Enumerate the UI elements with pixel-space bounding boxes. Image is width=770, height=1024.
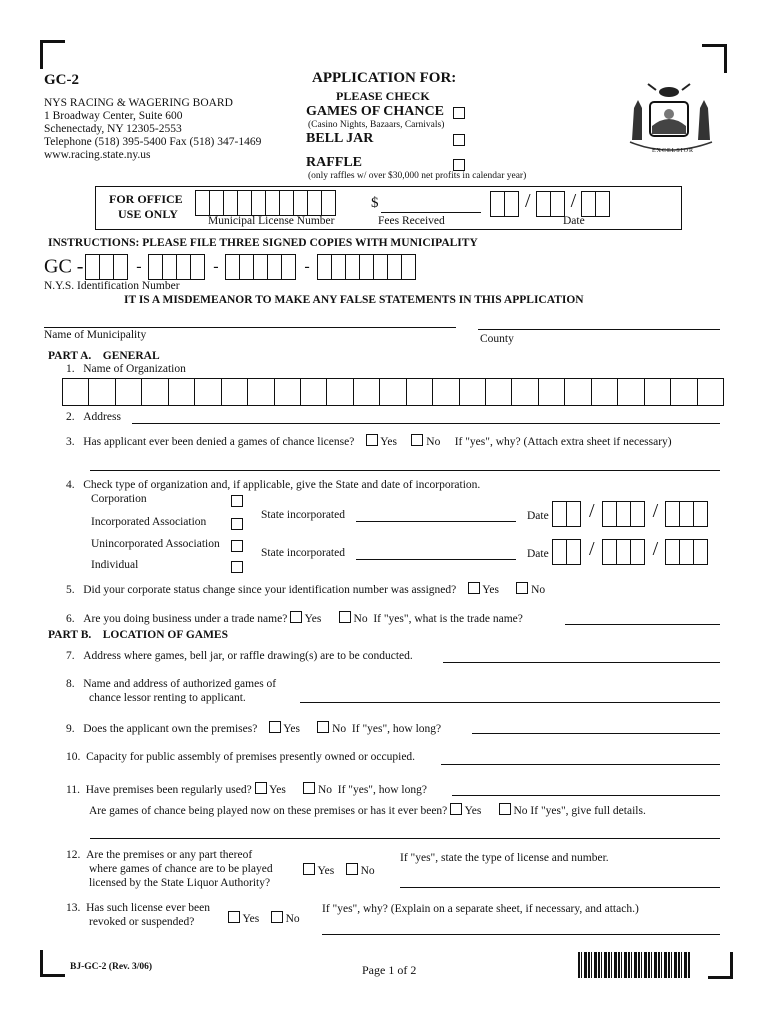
q12-line-2: where games of chance are to be played [89, 863, 273, 875]
q11-no-checkbox[interactable] [303, 782, 315, 794]
page-number: Page 1 of 2 [362, 963, 417, 977]
org-type-incorporated: Incorporated Association [91, 516, 207, 528]
q3-yes-checkbox[interactable] [366, 434, 378, 446]
municipal-license-label: Municipal License Number [208, 215, 335, 227]
games-of-chance-subtitle: (Casino Nights, Bazaars, Carnivals) [308, 120, 445, 130]
agency-address-2: Schenectady, NY 12305-2553 [44, 123, 182, 135]
q5-no-checkbox[interactable] [516, 582, 528, 594]
q12-line-3: licensed by the State Liquor Authority? [89, 877, 271, 889]
municipal-license-boxes[interactable] [196, 190, 336, 216]
state-seal [618, 78, 724, 162]
q3: 3. Has applicant ever been denied a games of chance license? Yes No If "yes", why? (Attach extra sheet if necessary) [66, 436, 672, 448]
agency-name: NYS RACING & WAGERING BOARD [44, 97, 233, 109]
q13-line-2: revoked or suspended? [89, 916, 195, 928]
office-use-label-1: FOR OFFICE [109, 192, 183, 206]
q4: 4. Check type of organization and, if applicable, give the State and date of incorporation. [66, 479, 481, 491]
agency-phone: Telephone (518) 395-5400 Fax (518) 347-1469 [44, 136, 262, 148]
application-title: APPLICATION FOR: [312, 70, 457, 86]
q11b-yes-checkbox[interactable] [450, 803, 462, 815]
office-use-label-2: USE ONLY [118, 207, 178, 221]
q13-tail: If "yes", why? (Explain on a separate sheet, if necessary, and attach.) [322, 903, 639, 915]
please-check-label: PLEASE CHECK [336, 89, 430, 103]
county-line[interactable] [478, 329, 720, 330]
q2: 2. Address [66, 411, 121, 423]
q8-answer-line[interactable] [300, 702, 720, 703]
q12-options: Yes No [303, 863, 375, 877]
county-label: County [480, 333, 514, 345]
q13-answer-line[interactable] [322, 934, 720, 935]
q6-no-checkbox[interactable] [339, 611, 351, 623]
q11-yes-checkbox[interactable] [255, 782, 267, 794]
fees-dollar-sign: $ [371, 195, 379, 211]
q10: 10. Capacity for public assembly of premises presently owned or occupied. [66, 751, 416, 763]
trade-name-line[interactable] [565, 624, 720, 625]
q11-answer-line[interactable] [452, 795, 720, 796]
q9: 9. Does the applicant own the premises? Yes No If "yes", how long? [66, 723, 442, 735]
q11b: Are games of chance being played now on these premises or has it ever been? Yes No If "yes", give full details. [89, 805, 646, 817]
q7-line[interactable] [443, 662, 720, 663]
seal-motto: EXCELSIOR [652, 148, 694, 154]
games-of-chance-label: GAMES OF CHANCE [306, 104, 444, 119]
q11b-no-checkbox[interactable] [499, 803, 511, 815]
fees-received-label: Fees Received [378, 215, 445, 227]
q6-yes-checkbox[interactable] [290, 611, 302, 623]
municipality-line[interactable] [44, 327, 456, 328]
organization-name-boxes[interactable] [62, 378, 724, 406]
incorporated-association-checkbox[interactable] [231, 518, 243, 530]
raffle-subtitle: (only raffles w/ over $30,000 net profits in calendar year) [308, 171, 527, 181]
corner-mark-bottom-right [708, 952, 733, 979]
corner-mark-top-right [702, 44, 727, 73]
state-incorporated-line-2[interactable] [356, 559, 516, 560]
q13-no-checkbox[interactable] [271, 911, 283, 923]
bell-jar-checkbox[interactable] [453, 134, 465, 146]
bell-jar-label: BELL JAR [306, 131, 374, 146]
agency-website: www.racing.state.ny.us [44, 149, 151, 161]
raffle-checkbox[interactable] [453, 159, 465, 171]
state-incorporated-label-1: State incorporated [261, 509, 345, 521]
part-a-title: PART A. GENERAL [48, 350, 160, 362]
q12-tail: If "yes", state the type of license and number. [400, 852, 609, 864]
q7: 7. Address where games, bell jar, or raffle drawing(s) are to be conducted. [66, 650, 413, 662]
q3-no-checkbox[interactable] [411, 434, 423, 446]
org-type-unincorporated: Unincorporated Association [91, 538, 220, 550]
raffle-label: RAFFLE [306, 155, 362, 170]
q11: 11. Have premises been regularly used? Yes No If "yes", how long? [66, 784, 427, 796]
office-date-label: Date [563, 215, 585, 227]
form-id: GC-2 [44, 72, 79, 88]
office-date-boxes[interactable]: / / [491, 190, 610, 217]
individual-checkbox[interactable] [231, 561, 243, 573]
q9-no-checkbox[interactable] [317, 721, 329, 733]
corporation-checkbox[interactable] [231, 495, 243, 507]
q10-answer-line[interactable] [441, 764, 720, 765]
address-line[interactable] [132, 423, 720, 424]
instructions: INSTRUCTIONS: PLEASE FILE THREE SIGNED COPIES WITH MUNICIPALITY [48, 237, 478, 249]
corner-mark-top-left [40, 40, 65, 69]
q8-line-1: 8. Name and address of authorized games of [66, 678, 277, 690]
q12-yes-checkbox[interactable] [303, 863, 315, 875]
q8-line-2: chance lessor renting to applicant. [89, 692, 246, 704]
fees-received-line[interactable] [381, 212, 481, 213]
q3-explain-line[interactable] [90, 470, 720, 471]
q6: 6. Are you doing business under a trade name? Yes No If "yes", what is the trade name? [66, 613, 523, 625]
office-use-box [95, 186, 682, 230]
q9-yes-checkbox[interactable] [269, 721, 281, 733]
part-b-title: PART B. LOCATION OF GAMES [48, 629, 228, 641]
q12-no-checkbox[interactable] [346, 863, 358, 875]
id-number-label: N.Y.S. Identification Number [44, 280, 180, 292]
q13-options: Yes No [228, 911, 300, 925]
state-incorporated-label-2: State incorporated [261, 547, 345, 559]
corner-mark-bottom-left [40, 950, 65, 977]
org-type-corporation: Corporation [91, 493, 147, 505]
q12-answer-line[interactable] [400, 887, 720, 888]
q9-answer-line[interactable] [472, 733, 720, 734]
org-type-individual: Individual [91, 559, 139, 571]
q12-line-1: 12. Are the premises or any part thereof [66, 849, 253, 861]
q13-yes-checkbox[interactable] [228, 911, 240, 923]
q13-line-1: 13. Has such license ever been [66, 902, 211, 914]
municipality-label: Name of Municipality [44, 329, 147, 341]
q5: 5. Did your corporate status change since your identification number was assigned? Yes No [66, 584, 546, 596]
q5-yes-checkbox[interactable] [468, 582, 480, 594]
unincorporated-association-checkbox[interactable] [231, 540, 243, 552]
form-revision: BJ-GC-2 (Rev. 3/06) [70, 962, 153, 972]
incorporation-date-boxes-2[interactable]: / / [553, 538, 708, 565]
agency-address-1: 1 Broadway Center, Suite 600 [44, 110, 183, 122]
misdemeanor-warning: IT IS A MISDEMEANOR TO MAKE ANY FALSE STATEMENTS IN THIS APPLICATION [124, 294, 584, 306]
q11b-details-line[interactable] [90, 838, 720, 839]
state-incorporated-line-1[interactable] [356, 521, 516, 522]
incorporation-date-label-1: Date [527, 510, 549, 522]
incorporation-date-label-2: Date [527, 548, 549, 560]
q1: 1. Name of Organization [66, 363, 186, 375]
incorporation-date-boxes-1[interactable]: / / [553, 500, 708, 527]
barcode [578, 952, 690, 978]
games-of-chance-checkbox[interactable] [453, 107, 465, 119]
gc-id-number[interactable]: GC - - - - [44, 254, 416, 280]
